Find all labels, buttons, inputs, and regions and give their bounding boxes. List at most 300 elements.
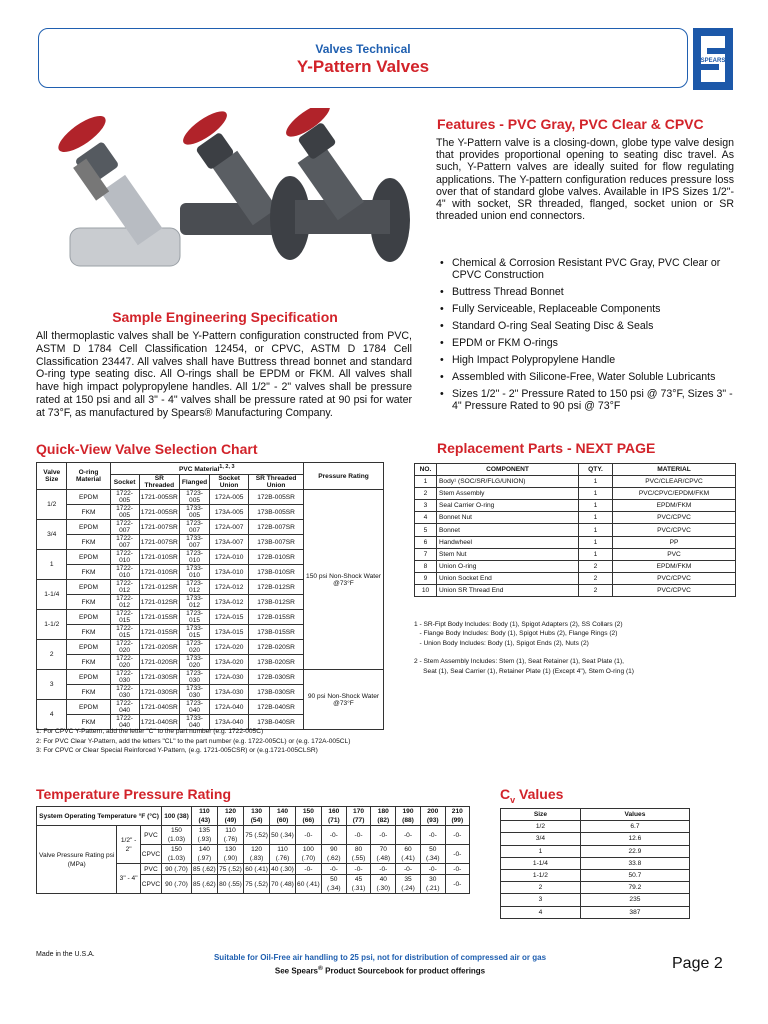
tp-value-cell: 30 (.21) — [420, 875, 445, 894]
qv-part-cell: 1721-010SR — [139, 565, 179, 580]
rp-note: - Flange Body Includes: Body (1), Spigot Hubs (2), Flange Rings (2) — [414, 630, 618, 638]
rp-no-cell: 8 — [415, 560, 437, 572]
rp-component-cell: Seal Carrier O-ring — [437, 500, 579, 512]
qv-part-cell: 173B-015SR — [249, 625, 304, 640]
cv-row — [501, 833, 690, 845]
cv-value-cell: 79.2 — [580, 882, 689, 894]
tp-value-cell: 80 (.55) — [217, 875, 243, 894]
cv-size-cell: 4 — [501, 906, 581, 918]
qv-part-cell: 1723-005 — [180, 490, 210, 505]
tp-material-cell: PVC — [140, 864, 161, 875]
tp-value-cell: -0- — [321, 864, 346, 875]
features-text: The Y-Pattern valve is a closing-down, globe type valve design that provides proportional opening to seating disc travel. As such, Y-Pattern valves are ideally suited for flow regulating applications. The Y-pattern configuration reduces pressure loss over that of standard globe valves. Available in IPS Sizes 1/2"- 4" with socket, SR threaded, flanged, socket union or SR threaded union end connectors. — [436, 137, 734, 223]
rp-row — [415, 536, 736, 548]
qv-part-cell: 1721-005SR — [139, 505, 179, 520]
qv-part-cell: 172B-020SR — [249, 640, 304, 655]
qv-part-cell: 172A-030 — [210, 670, 249, 685]
qv-part-cell: 173A-015 — [210, 625, 249, 640]
qv-part-cell: 173B-010SR — [249, 565, 304, 580]
rp-component-cell: Body¹ (SOC/SR/FLG/UNION) — [437, 476, 579, 488]
qv-part-cell: 173A-030 — [210, 685, 249, 700]
tp-temp-header: 160 (71) — [321, 807, 346, 826]
qv-header-col: SR Threaded Union — [249, 475, 304, 490]
tp-temp-header: 210 (99) — [445, 807, 469, 826]
qv-part-cell: 172A-010 — [210, 550, 249, 565]
rp-material-cell: PP — [613, 536, 736, 548]
tp-value-cell: 85 (.62) — [191, 875, 217, 894]
rp-material-cell: PVC/CPVC — [613, 572, 736, 584]
qv-oring-cell: FKM — [67, 715, 110, 730]
cv-row — [501, 906, 690, 918]
tp-temp-header: 200 (93) — [420, 807, 445, 826]
gray-valve-image — [179, 108, 285, 235]
tp-value-cell: 140 (.97) — [191, 845, 217, 864]
qv-part-cell: 1721-007SR — [139, 535, 179, 550]
rp-note: 2 - Stem Assembly Includes: Stem (1), Seat Retainer (1), Seat Plate (1), — [414, 658, 624, 666]
cv-row — [501, 821, 690, 833]
rp-component-cell: Stem Nut — [437, 548, 579, 560]
tp-temp-header: 180 (82) — [371, 807, 396, 826]
qv-oring-cell: FKM — [67, 685, 110, 700]
qv-part-cell: 1733-005 — [180, 505, 210, 520]
qv-header-col: Socket — [110, 475, 139, 490]
qv-oring-cell: FKM — [67, 565, 110, 580]
tp-row-label: Valve Pressure Rating psi (MPa) — [37, 826, 117, 894]
rp-component-cell: Union O-ring — [437, 560, 579, 572]
cv-value-cell: 33.8 — [580, 857, 689, 869]
qv-part-cell: 173A-010 — [210, 565, 249, 580]
cv-value-cell: 6.7 — [580, 821, 689, 833]
feature-item: • High Impact Polypropylene Handle — [438, 354, 738, 366]
tp-material-cell: CPVC — [140, 845, 161, 864]
cv-body — [501, 821, 690, 919]
rp-qty-cell: 1 — [579, 536, 613, 548]
qv-part-cell: 1721-020SR — [139, 655, 179, 670]
rp-material-cell: PVC/CPVC/EPDM/FKM — [613, 488, 736, 500]
qv-part-cell: 1733-007 — [180, 535, 210, 550]
rp-qty-cell: 1 — [579, 512, 613, 524]
tp-value-cell: 110 (.76) — [270, 845, 296, 864]
tp-value-cell: 50 (.34) — [321, 875, 346, 894]
qv-oring-cell: EPDM — [67, 580, 110, 595]
spears-logo — [693, 28, 733, 90]
qv-part-cell: 172A-007 — [210, 520, 249, 535]
qv-part-cell: 1723-010 — [180, 550, 210, 565]
qv-part-cell: 172B-030SR — [249, 670, 304, 685]
tp-body — [37, 826, 470, 894]
qv-part-cell: 1721-015SR — [139, 625, 179, 640]
rp-qty-cell: 2 — [579, 560, 613, 572]
qv-part-cell: 172B-040SR — [249, 700, 304, 715]
rp-body — [415, 476, 736, 597]
cv-header: Values — [580, 809, 689, 821]
tp-temp-header: 130 (54) — [244, 807, 270, 826]
rp-no-cell: 5 — [415, 524, 437, 536]
rp-no-cell: 2 — [415, 488, 437, 500]
tp-value-cell: 75 (.52) — [219, 865, 242, 873]
cv-header: Size — [501, 809, 581, 821]
qv-part-cell: 1733-012 — [180, 595, 210, 610]
qv-size-cell: 3 — [37, 670, 67, 700]
qv-part-cell: 172B-007SR — [249, 520, 304, 535]
rp-note: 1 - SR-Fipt Body Includes: Body (1), Spigot Adapters (2), SS Collars (2) — [414, 621, 623, 628]
qv-part-cell: 173B-040SR — [249, 715, 304, 730]
rp-material-cell: PVC/CLEAR/CPVC — [613, 476, 736, 488]
qv-part-cell: 1723-040 — [180, 700, 210, 715]
next-page-label: NEXT PAGE — [575, 440, 656, 456]
qv-part-cell: 172A-005 — [210, 490, 249, 505]
qv-part-cell: 1721-007SR — [139, 520, 179, 535]
rp-note: - Union Body Includes: Body (1), Spigot Ends (2), Nuts (2) — [414, 639, 589, 647]
rp-header: MATERIAL — [613, 464, 736, 476]
qv-part-cell: 172A-015 — [210, 610, 249, 625]
rp-header: QTY. — [579, 464, 613, 476]
qv-part-cell: 172B-012SR — [249, 580, 304, 595]
rp-material-cell: EPDM/FKM — [613, 500, 736, 512]
rp-material-cell: EPDM/FKM — [613, 560, 736, 572]
rp-no-cell: 6 — [415, 536, 437, 548]
qv-rating-cell: 150 psi Non-Shock Water @73°F — [304, 490, 384, 670]
tp-size-cell: 3" - 4" — [117, 864, 140, 894]
rp-qty-cell: 1 — [579, 488, 613, 500]
qv-part-cell: 1722-010 — [110, 550, 139, 565]
feature-item: • Standard O-ring Seal Seating Disc & Seals — [438, 320, 738, 332]
valve-product-photo — [40, 108, 410, 298]
qv-oring-cell: EPDM — [67, 610, 110, 625]
qv-rating-cell: 90 psi Non-Shock Water @73°F — [304, 670, 384, 730]
cv-size-cell: 2 — [501, 882, 581, 894]
rp-material-cell: PVC — [613, 548, 736, 560]
rp-component-cell: Union Socket End — [437, 572, 579, 584]
cv-row — [501, 869, 690, 881]
rp-row — [415, 512, 736, 524]
cv-size-cell: 1-1/4 — [501, 857, 581, 869]
qv-part-cell: 173B-005SR — [249, 505, 304, 520]
qv-part-cell: 1722-030 — [110, 670, 139, 685]
replacement-table — [414, 463, 736, 597]
qv-header-group: PVC Material$^{1, 2, 3}$ — [110, 463, 303, 475]
tp-temp-header: 100 (38) — [162, 807, 192, 826]
page-number: Page 2 — [672, 955, 723, 972]
svg-text:SPEARS: SPEARS — [700, 58, 726, 64]
qv-size-cell: 1/2 — [37, 490, 67, 520]
cv-value-cell: 12.6 — [580, 833, 689, 845]
quickview-table — [36, 462, 384, 730]
temperature-table — [36, 806, 470, 894]
rp-header: COMPONENT — [437, 464, 579, 476]
tp-header-label: System Operating Temperature °F (°C) — [37, 807, 162, 826]
qv-part-cell: 173A-020 — [210, 655, 249, 670]
rp-note — [414, 648, 744, 657]
cv-size-cell: 1-1/2 — [501, 869, 581, 881]
rp-row — [415, 584, 736, 596]
qv-part-cell: 1722-010 — [110, 565, 139, 580]
qv-part-cell: 173B-020SR — [249, 655, 304, 670]
tp-value-cell: -0- — [371, 826, 396, 845]
qv-size-cell: 4 — [37, 700, 67, 730]
rp-header: NO. — [415, 464, 437, 476]
qv-part-cell: 1733-010 — [180, 565, 210, 580]
tp-temp-header: 170 (77) — [346, 807, 371, 826]
tp-value-cell: 75 (.52) — [244, 875, 270, 894]
qv-size-cell: 3/4 — [37, 520, 67, 550]
qv-part-cell: 1722-015 — [110, 610, 139, 625]
qv-part-cell: 1722-015 — [110, 625, 139, 640]
tp-value-cell: 40 (.30) — [371, 875, 396, 894]
qv-body — [37, 490, 384, 730]
flanged-valve-image — [270, 108, 410, 262]
tp-row — [37, 826, 470, 845]
rp-row — [415, 548, 736, 560]
features-list — [438, 257, 738, 417]
quickview-heading: Quick-View Valve Selection Chart — [36, 441, 258, 457]
qv-part-cell: 173B-007SR — [249, 535, 304, 550]
rp-no-cell: 4 — [415, 512, 437, 524]
qv-oring-cell: FKM — [67, 535, 110, 550]
tp-value-cell: 135 (.93) — [191, 826, 217, 845]
cv-row — [501, 882, 690, 894]
spec-heading: Sample Engineering Specification — [112, 309, 338, 325]
tp-value-cell: -0- — [295, 826, 321, 845]
qv-header-rating: Pressure Rating — [304, 463, 384, 490]
cv-size-cell: 3/4 — [501, 833, 581, 845]
qv-part-cell: 1722-007 — [110, 520, 139, 535]
tp-value-cell: -0- — [321, 826, 346, 845]
qv-part-cell: 1721-040SR — [139, 715, 179, 730]
rp-no-cell: 10 — [415, 584, 437, 596]
qv-part-cell: 1722-030 — [110, 685, 139, 700]
qv-oring-cell: FKM — [67, 655, 110, 670]
rp-no-cell: 3 — [415, 500, 437, 512]
rp-row — [415, 524, 736, 536]
feature-item: • Fully Serviceable, Replaceable Components — [438, 303, 738, 315]
qv-size-cell: 1-1/4 — [37, 580, 67, 610]
qv-part-cell: 1721-030SR — [139, 670, 179, 685]
replacement-notes — [414, 620, 744, 676]
qv-part-cell: 1723-015 — [180, 610, 210, 625]
qv-oring-cell: FKM — [67, 505, 110, 520]
qv-oring-cell: EPDM — [67, 640, 110, 655]
tp-value-cell: 100 (.70) — [295, 845, 321, 864]
qv-part-cell: 1722-007 — [110, 535, 139, 550]
qv-note: 3: For CPVC or Clear Special Reinforced Y-Pattern, (e.g. 1721-005CSR) or (e.g.1721-005CLSR) — [36, 747, 318, 754]
tp-value-cell: 85 (.62) — [193, 865, 216, 873]
qv-oring-cell: EPDM — [67, 490, 110, 505]
tp-value-cell: -0- — [420, 864, 445, 875]
rp-note: Seat (1), Seal Carrier (1), Retainer Plate (1) (Except 4"), Stem O-ring (1) — [414, 667, 635, 675]
tp-value-cell: 120 (.83) — [244, 845, 270, 864]
cv-heading: $C_v$ Values — [500, 786, 564, 805]
cv-value-cell: 387 — [580, 906, 689, 918]
footer-sourcebook: See Spears® Product Sourcebook for product offerings — [274, 965, 486, 976]
qv-oring-cell: FKM — [67, 625, 110, 640]
qv-oring-cell: FKM — [67, 595, 110, 610]
qv-header-col: SR Threaded — [139, 475, 179, 490]
rp-component-cell: Bonnet Nut — [437, 512, 579, 524]
qv-size-cell: 1 — [37, 550, 67, 580]
tp-value-cell: -0- — [396, 864, 421, 875]
tp-temp-header: 120 (49) — [217, 807, 243, 826]
rp-qty-cell: 1 — [579, 476, 613, 488]
tp-value-cell: 90 (.70) — [162, 864, 192, 875]
cv-size-cell: 1/2 — [501, 821, 581, 833]
temperature-heading: Temperature Pressure Rating — [36, 786, 232, 802]
tp-temp-header: 190 (88) — [396, 807, 421, 826]
qv-oring-cell: EPDM — [67, 550, 110, 565]
tp-value-cell: -0- — [445, 845, 469, 864]
quickview-notes — [36, 727, 350, 756]
tp-temp-header: 150 (66) — [295, 807, 321, 826]
tp-value-cell: 60 (.41) — [396, 845, 421, 864]
tp-value-cell: 110 (.76) — [217, 826, 243, 845]
rp-qty-cell: 2 — [579, 572, 613, 584]
tp-value-cell: 60 (.41) — [245, 865, 268, 873]
rp-row — [415, 488, 736, 500]
feature-item: • EPDM or FKM O-rings — [438, 337, 738, 349]
qv-part-cell: 173A-005 — [210, 505, 249, 520]
qv-part-cell: 1733-020 — [180, 655, 210, 670]
qv-part-cell: 172B-005SR — [249, 490, 304, 505]
rp-no-cell: 7 — [415, 548, 437, 560]
qv-part-cell: 1721-010SR — [139, 550, 179, 565]
tp-value-cell: -0- — [396, 826, 421, 845]
qv-part-cell: 1733-015 — [180, 625, 210, 640]
qv-part-cell: 1722-040 — [110, 715, 139, 730]
qv-row — [37, 490, 384, 505]
tp-material-cell: CPVC — [140, 875, 161, 894]
tp-value-cell: 50 (.34) — [420, 845, 445, 864]
header-subtitle: Valves Technical — [315, 42, 411, 56]
cv-row — [501, 857, 690, 869]
rp-material-cell: PVC/CPVC — [613, 584, 736, 596]
qv-part-cell: 1721-030SR — [139, 685, 179, 700]
replacement-heading: Replacement Parts - NEXT PAGE — [437, 440, 656, 456]
qv-part-cell: 1722-012 — [110, 580, 139, 595]
clear-valve-image — [53, 110, 180, 266]
tp-value-cell: 80 (.55) — [346, 845, 371, 864]
qv-part-cell: 1721-015SR — [139, 610, 179, 625]
footer-notice: Suitable for Oil-Free air handling to 25 psi, not for distribution of compressed air or gas — [213, 953, 547, 962]
qv-part-cell: 172A-040 — [210, 700, 249, 715]
qv-header-size: Valve Size — [37, 463, 67, 490]
tp-value-cell: 130 (.90) — [217, 845, 243, 864]
cv-table — [500, 808, 690, 919]
feature-item: • Sizes 1/2" - 2" Pressure Rated to 150 psi @ 73°F, Sizes 3" - 4" Pressure Rated to 90 psi @ 73°F — [438, 388, 738, 412]
qv-row — [37, 670, 384, 685]
qv-part-cell: 1733-040 — [180, 715, 210, 730]
qv-part-cell: 1722-005 — [110, 490, 139, 505]
qv-part-cell: 1721-012SR — [139, 595, 179, 610]
tp-value-cell: 40 (.30) — [271, 865, 294, 873]
cv-row — [501, 894, 690, 906]
rp-qty-cell: 1 — [579, 548, 613, 560]
qv-part-cell: 172A-020 — [210, 640, 249, 655]
qv-part-cell: 1721-040SR — [139, 700, 179, 715]
rp-material-cell: PVC/CPVC — [613, 512, 736, 524]
qv-part-cell: 173B-030SR — [249, 685, 304, 700]
tp-value-cell: 150 (1.03) — [162, 826, 192, 845]
cv-value-cell: 22.9 — [580, 845, 689, 857]
qv-oring-cell: EPDM — [67, 700, 110, 715]
tp-value-cell: -0- — [445, 826, 469, 845]
rp-component-cell: Union SR Thread End — [437, 584, 579, 596]
rp-no-cell: 9 — [415, 572, 437, 584]
cv-size-cell: 1 — [501, 845, 581, 857]
qv-part-cell: 1721-012SR — [139, 580, 179, 595]
qv-part-cell: 1723-012 — [180, 580, 210, 595]
qv-part-cell: 1721-020SR — [139, 640, 179, 655]
rp-component-cell: Stem Assembly — [437, 488, 579, 500]
rp-qty-cell: 1 — [579, 500, 613, 512]
qv-size-cell: 2 — [37, 640, 67, 670]
rp-no-cell: 1 — [415, 476, 437, 488]
tp-value-cell: 60 (.41) — [295, 875, 321, 894]
tp-temp-header: 140 (60) — [270, 807, 296, 826]
rp-row — [415, 500, 736, 512]
feature-item: • Chemical & Corrosion Resistant PVC Gray, PVC Clear or CPVC Construction — [438, 257, 738, 281]
cv-value-cell: 50.7 — [580, 869, 689, 881]
qv-part-cell: 173A-007 — [210, 535, 249, 550]
qv-part-cell: 172B-015SR — [249, 610, 304, 625]
qv-part-cell: 172B-010SR — [249, 550, 304, 565]
tp-value-cell: 90 (.70) — [162, 875, 192, 894]
rp-row — [415, 476, 736, 488]
rp-component-cell: Bonnet — [437, 524, 579, 536]
tp-value-cell: -0- — [371, 864, 396, 875]
tp-value-cell: 50 (.34) — [270, 826, 296, 845]
cv-row — [501, 845, 690, 857]
qv-size-cell: 1-1/2 — [37, 610, 67, 640]
qv-part-cell: 1733-030 — [180, 685, 210, 700]
tp-value-cell: -0- — [420, 826, 445, 845]
tp-material-cell: PVC — [140, 826, 161, 845]
qv-note: 2: For PVC Clear Y-Pattern, add the letters "CL" to the part number (e.g. 1722-005CL) or (e.g. 172A-005CL) — [36, 737, 351, 745]
qv-part-cell: 1722-020 — [110, 655, 139, 670]
tp-size-cell: 1/2" - 2" — [117, 826, 140, 864]
qv-header-col: Socket Union — [210, 475, 249, 490]
rp-qty-cell: 2 — [579, 584, 613, 596]
page-title: Y-Pattern Valves — [296, 57, 430, 76]
tp-value-cell: -0- — [445, 875, 469, 894]
tp-value-cell: 35 (.24) — [396, 875, 421, 894]
tp-value-cell: 70 (.48) — [371, 845, 396, 864]
qv-note: 1: For CPVC Y-Pattern, add the letter "C" to the part number (e.g. 1722-005C) — [36, 728, 264, 735]
qv-part-cell: 1723-007 — [180, 520, 210, 535]
rp-material-cell: PVC/CPVC — [613, 524, 736, 536]
tp-value-cell: 90 (.62) — [321, 845, 346, 864]
qv-header-oring: O-ring Material — [67, 463, 110, 490]
qv-part-cell: 1723-030 — [180, 670, 210, 685]
tp-temp-header: 110 (43) — [191, 807, 217, 826]
tp-value-cell: -0- — [445, 864, 469, 875]
tp-value-cell: 70 (.48) — [270, 875, 296, 894]
spec-text: All thermoplastic valves shall be Y-Pattern configuration constructed from PVC, ASTM D 1784 Cell Classification 12454, or CPVC, ASTM D 1784 Cell Classification 23447. All valves shall have Buttress thread bonnet and standard O-ring type seating disc. All O-rings shall be EPDM or FKM. All valves shall have high impact polypropylene handles. All 1/2" - 2" valves shall be pressure rated at 150 psi and all 3" - 4" valves shall be pressure rated at 90 psi for water at 73°F, as manufactured by Spears® Manufacturing Company. — [36, 330, 412, 419]
feature-item: • Assembled with Silicone-Free, Water Soluble Lubricants — [438, 371, 738, 383]
qv-part-cell: 1721-005SR — [139, 490, 179, 505]
rp-component-cell: Handwheel — [437, 536, 579, 548]
qv-part-cell: 173B-012SR — [249, 595, 304, 610]
tp-value-cell: -0- — [295, 864, 321, 875]
rp-row — [415, 572, 736, 584]
qv-part-cell: 173A-040 — [210, 715, 249, 730]
features-heading: Features - PVC Gray, PVC Clear & CPVC — [437, 116, 704, 132]
qv-oring-cell: EPDM — [67, 520, 110, 535]
feature-item: • Buttress Thread Bonnet — [438, 286, 738, 298]
qv-part-cell: 172A-012 — [210, 580, 249, 595]
made-in-usa: Made in the U.S.A. — [36, 951, 95, 958]
qv-part-cell: 173A-012 — [210, 595, 249, 610]
qv-part-cell: 1722-020 — [110, 640, 139, 655]
